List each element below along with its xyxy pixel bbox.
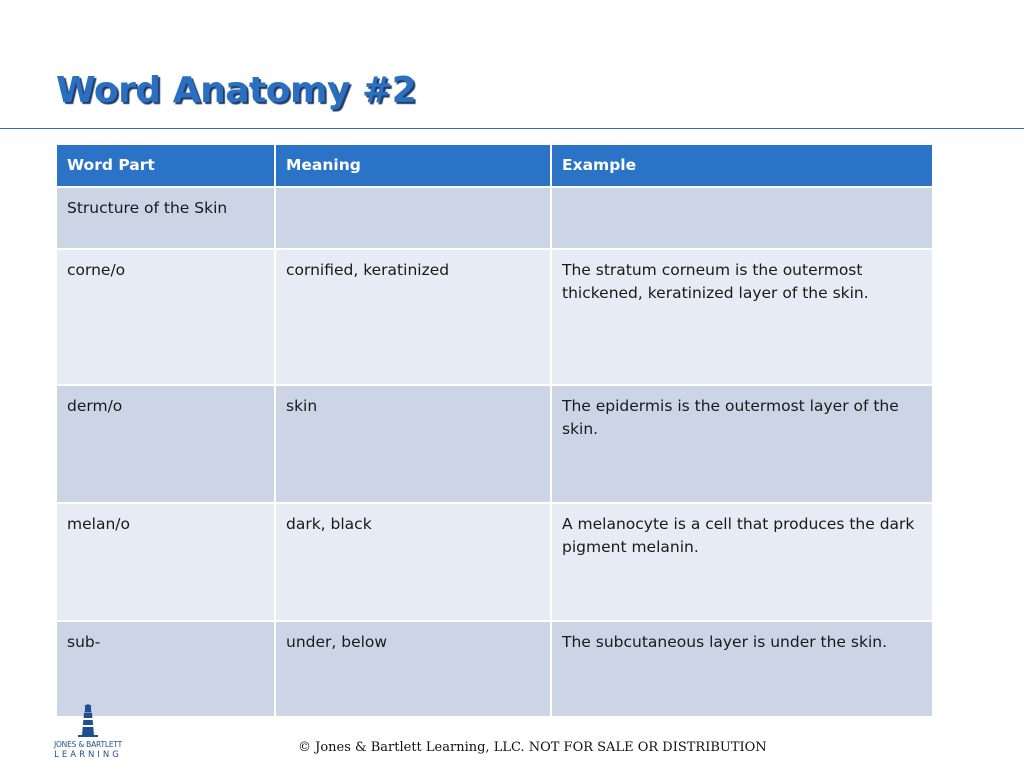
slide-title: Word Anatomy #2 [56,70,417,111]
header-example: Example [551,144,933,187]
table-row [56,249,933,385]
cell-word-part: sub- [56,621,275,717]
logo-text-brand: JONES & BARTLETT [53,740,123,749]
table-row [56,503,933,621]
cell-example [551,187,933,249]
header-word-part: Word Part [56,144,275,187]
cell-example: A melanocyte is a cell that produces the dark pigment melanin. [551,503,933,621]
cell-meaning: under, below [275,621,551,717]
publisher-logo [52,704,124,762]
cell-example: The stratum corneum is the outermost thickened, keratinized layer of the skin. [551,249,933,385]
cell-word-part: derm/o [56,385,275,503]
header-meaning: Meaning [275,144,551,187]
cell-word-part: Structure of the Skin [56,187,275,249]
cell-meaning: skin [275,385,551,503]
cell-example: The epidermis is the outermost layer of the skin. [551,385,933,503]
title-divider [0,128,1024,129]
logo-text-learning: LEARNING [54,750,122,760]
cell-word-part: melan/o [56,503,275,621]
cell-example: The subcutaneous layer is under the skin. [551,621,933,717]
word-anatomy-table [55,143,934,718]
table-header-row [56,144,933,187]
table-row [56,187,933,249]
cell-meaning: dark, black [275,503,551,621]
cell-word-part: corne/o [56,249,275,385]
table-row [56,621,933,717]
lighthouse-icon [76,704,100,738]
cell-meaning: cornified, keratinized [275,249,551,385]
table-row [56,385,933,503]
copyright-notice: © Jones & Bartlett Learning, LLC. NOT FOR SALE OR DISTRIBUTION [298,740,767,755]
cell-meaning [275,187,551,249]
